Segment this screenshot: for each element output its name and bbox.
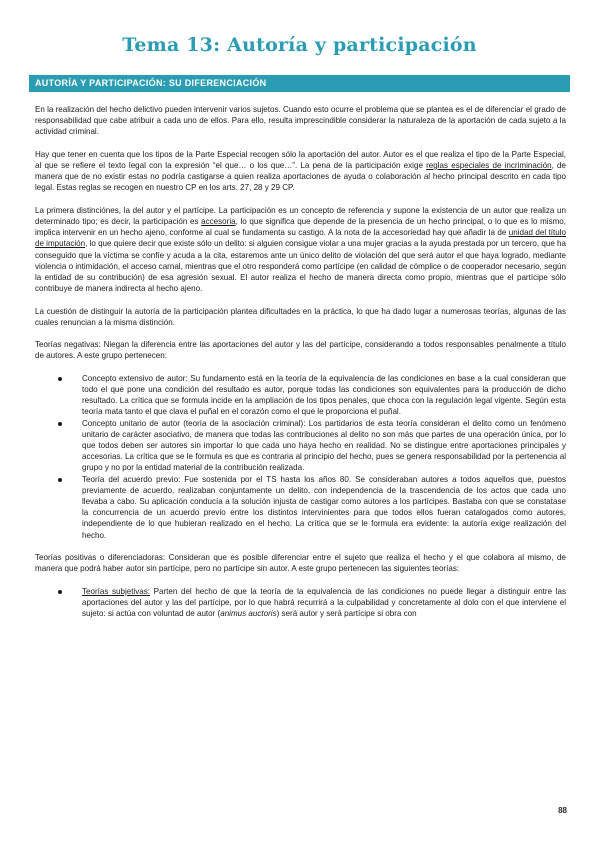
list-item [82,474,566,541]
list-item-text: Concepto unitario de autor (teoría de la asociación criminal): Los partidarios de esta teoría consideran el delito como un fenómeno unitario de carácter asociativo, de manera que todas las contribuciones al delito no son más que partes de una operación única, por lo que todos deben ser autores sin importar lo que cada uno haya hecho en realidad. No se distingue entre aportaciones principales y accesorias. La crítica que se le formula es que es contraria al principio del hecho, pues se genera responsabilidad por la pertenencia al grupo y no por la entidad material de la contribución realizada. [82,418,566,473]
document-body [35,104,566,630]
paragraph-teorias-negativas: Teorías negativas: Niegan la diferencia entre las aportaciones del autor y las del partícipe, considerando a todos responsables penalmente a título de autores. A este grupo pertenecen: [35,340,566,361]
underlined-term: accesoria [201,217,236,226]
section-heading: AUTORÍA Y PARTICIPACIÓN: SU DIFERENCIACIÓN [35,78,267,88]
text-run: Parten del hecho de que la teoría de la equivalencia de las condiciones no puede llegar a distinguir entre las aportaciones del autor y las del partícipe, por lo que habrá recurrirá a la culpabilidad y concretamente al dolo con el que interviene el sujeto: si actúa con voluntad de autor ( [82,586,566,619]
list-item [82,586,566,620]
page-number: 88 [558,806,567,815]
paragraph-autor-participe [35,205,566,295]
bullet-icon [58,590,62,594]
text-run: , de manera que de no existir estas no podría castigarse a quien realiza aportaciones de ayuda o colaboración al hecho principal descrito en cada tipo legal. Estas reglas se recogen en nuestro CP en los arts. 27, 28 y 29 CP. [35,161,566,193]
text-run: , lo que significa que depende de la presencia de un hecho principal, o lo que es lo mismo, implica intervenir en un hecho ajeno, conforme al cual se fundamenta su castigo. A la nota de la accesoriedad hay que añadir la de [35,217,567,238]
positive-theories-list [35,586,566,620]
underlined-term: Teorías subjetivas: [82,586,151,596]
list-item [82,373,566,418]
italic-term: animus auctoris [220,609,277,619]
bullet-icon [58,377,62,381]
negative-theories-list [35,373,566,541]
page-title: Tema 13: Autoría y participación [122,34,477,56]
text-run: Hay que tener en cuenta que los tipos de la Parte Especial recogen sólo la aportación del autor. Autor es el que realiza el tipo de la Parte Especial, al que se refiere el texto legal con la expresión “el que… o los que…”. La pena de la participación exige [35,149,566,170]
paragraph-parte-especial [35,149,566,194]
bullet-icon [58,478,62,482]
paragraph-dificultades: La cuestión de distinguir la autoría de la participación plantea dificultades en la práctica, lo que ha dado lugar a numerosas teorías, algunas de las cuales renuncian a la misma distinción. [35,306,566,327]
underlined-term: reglas especiales de incriminación [426,161,552,170]
underlined-term: unidad del título de imputación [35,228,566,249]
list-item-text: Teoría del acuerdo previo: Fue sostenida por el TS hasta los años 80. Se consideraban autores a todos aquellos que, puestos previamente de acuerdo, realizaban conjuntamente un delito, con independencia de la trascendencia de los actos que cada uno llevaba a cabo. Su aplicación conducía a la solución injusta de castigar como autores a los partícipes. Bastaba con que se constatase la concurrencia de un acuerdo previo entre los distintos intervinientes para que todos ellos fueran catalogados como autores, independiente de lo que hubieran realizado en el hecho. La crítica que se le formula era evidente: la autoría exige realización del hecho. [82,474,566,540]
paragraph-intro: En la realización del hecho delictivo pueden intervenir varios sujetos. Cuando esto ocurre el problema que se plantea es el de diferenciar el grado de responsabilidad que cabe atribuir a cada uno de ellos. Para ello, resulta imprescindible considerar la naturaleza de la aportación de cada sujeto a la actividad criminal. [35,105,566,137]
list-item-text: Concepto extensivo de autor: Su fundamento está en la teoría de la equivalencia de las condiciones en base a la cual consideran que todo el que pone una condición del resultado es autor, porque todas las condiciones son equivalentes para la producción de dicho resultado. La crítica que se formula incide en la ampliación de los tipos penales, que choca con la regulación legal vigente. Según esta teoría mata tanto el que clava el puñal en el corazón como el que le proporciona el puñal. [82,373,566,417]
text-run: , lo que quiere decir que existe sólo un delito: si alguien consigue violar a una mujer gracias a la ayuda prestada por un tercero, que ha conseguido que la víctima se confíe y acuda a la cita, estaremos ante un único delito de violación del que será autor el que haya logrado, mediante violencia o intimidación, el acceso carnal, mientras que el otro responderá como partícipe (en calidad de cómplice o de cooperador necesario, según la entidad de su contribución) de esa agresión sexual. El autor realiza el hecho de manera directa como propio, mientras que el partícipe sólo contribuye de manera indirecta al hecho ajeno. [35,239,566,294]
paragraph-teorias-positivas: Teorías positivas o diferenciadoras: Consideran que es posible diferenciar entre el sujeto que realiza el hecho y el que colabora al mismo, de manera que podrá haber autor sin partícipe, pero no partícipe sin autor. A este grupo pertenecen las siguientes teorías: [35,553,566,574]
list-item [82,418,566,474]
text-run: La primera distinciónes, la del autor y el partícipe. La participación es un concepto de referencia y supone la existencia de un autor que realiza un determinado tipo; es decir, la participación es [35,205,566,226]
section-heading-bar [29,75,570,92]
bullet-icon [58,422,62,426]
text-run: ) será autor y será partícipe si obra con [276,609,417,619]
